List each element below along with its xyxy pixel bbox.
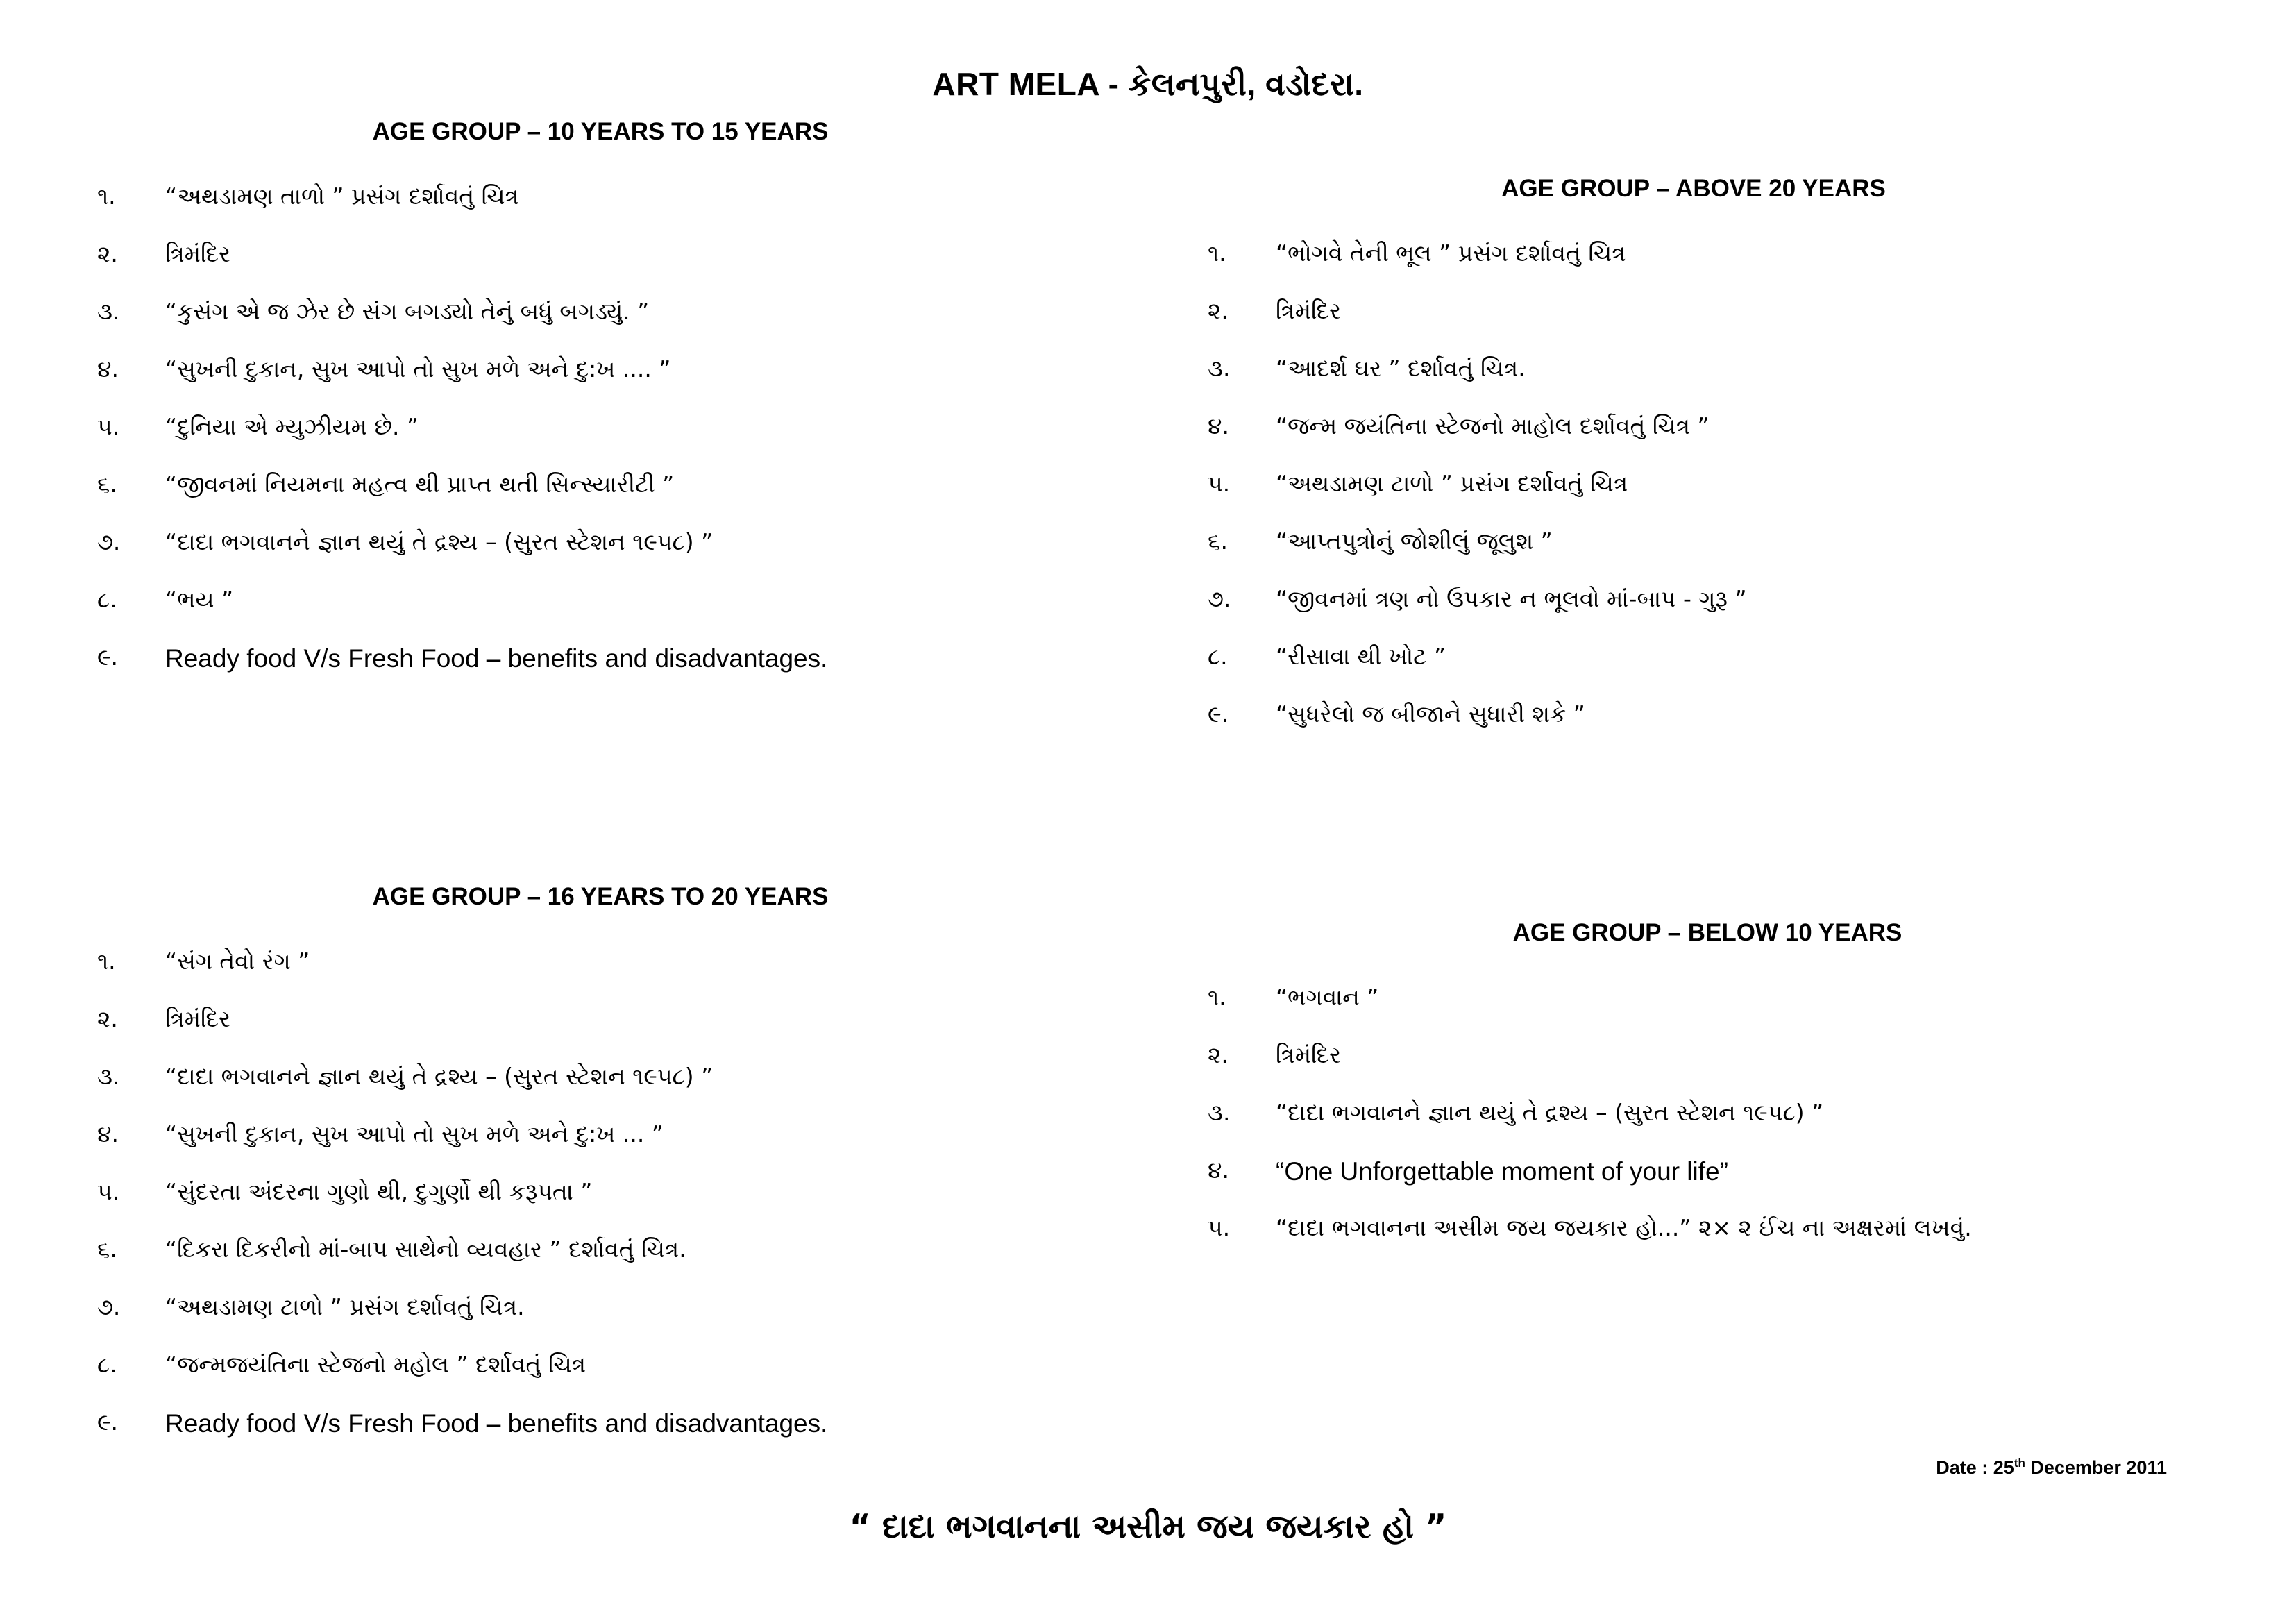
list-item (97, 1004, 1027, 1062)
item-text: “જીવનમાં નિયમના મહત્વ થી પ્રાપ્ત થતી સિન્સ્યારીટી ” (165, 471, 675, 498)
item-number: ૯. (97, 1408, 119, 1436)
item-text: Ready food V/s Fresh Food – benefits and disadvantages. (165, 644, 828, 673)
item-text: “અથડામણ તાળો ” પ્રસંગ દર્શાવતું ચિત્ર (165, 183, 519, 210)
list-item (1208, 585, 2179, 642)
date-prefix: Date : 25 (1936, 1457, 2014, 1478)
list-item (97, 470, 1027, 528)
list-item (97, 412, 1027, 470)
date-line (1936, 1456, 2167, 1479)
item-text: “દાદા ભગવાનને જ્ઞાન થયું તે દ્રશ્ય – (સુરત સ્ટેશન ૧૯૫૮) ” (1276, 1099, 1824, 1126)
list-item (97, 1350, 1027, 1408)
item-text: “સુંદરતા અંદરના ગુણો થી, દુગુર્ણો થી કરૂપતા ” (165, 1178, 593, 1205)
item-text: “ભય ” (165, 586, 234, 613)
item-number: ૩. (1208, 1099, 1231, 1126)
item-number: ૩. (1208, 355, 1231, 382)
section-list (97, 947, 1027, 1465)
list-item (1208, 412, 2179, 469)
item-text: ત્રિમંદિર (1276, 1041, 1342, 1068)
list-item (97, 1408, 1027, 1465)
list-item (97, 1062, 1027, 1120)
item-number: ૧. (1208, 984, 1226, 1011)
item-number: ૬. (97, 471, 117, 498)
item-text: ત્રિમંદિર (1276, 297, 1342, 324)
item-text: “જન્મજયંતિના સ્ટેજનો મહોલ ” દર્શાવતું ચિત્ર (165, 1351, 586, 1378)
item-text: “અથડામણ ટાળો ” પ્રસંગ દર્શાવતું ચિત્ર. (165, 1293, 525, 1320)
item-text: “ભોગવે તેની ભૂલ ” પ્રસંગ દર્શાવતું ચિત્ર (1276, 239, 1626, 267)
item-number: ૭. (97, 1293, 121, 1320)
item-text: “જીવનમાં ત્રણ નો ઉપકાર ન ભૂલવો માં-બાપ - ગુરૂ ” (1276, 585, 1747, 612)
list-item (97, 182, 1027, 239)
page-title: ART MELA - કેલનપુરી, વડોદરા. (932, 66, 1364, 102)
item-number: ૨. (1208, 1041, 1229, 1068)
item-number: ૭. (1208, 585, 1231, 612)
item-text: “અથડામણ ટાળો ” પ્રસંગ દર્શાવતું ચિત્ર (1276, 470, 1628, 497)
item-number: ૮. (97, 586, 117, 613)
item-number: ૧. (97, 948, 116, 975)
item-text: “દિકરા દિકરીનો માં-બાપ સાથેનો વ્યવહાર ” દર્શાવતું ચિત્ર. (165, 1236, 686, 1263)
item-text: “દાદા ભગવાનને જ્ઞાન થયું તે દ્રશ્ય – (સુરત સ્ટેશન ૧૯૫૮) ” (165, 528, 714, 555)
item-number: ૫. (97, 1178, 120, 1205)
item-text: ત્રિમંદિર (165, 240, 231, 267)
item-number: ૩. (97, 1063, 120, 1090)
list-item (1208, 1213, 2179, 1271)
item-text: ત્રિમંદિર (165, 1005, 231, 1032)
date-suffix: December 2011 (2025, 1457, 2167, 1478)
item-number: ૫. (97, 413, 120, 440)
list-item (97, 1177, 1027, 1235)
item-number: ૫. (1208, 470, 1231, 497)
item-number: ૨. (97, 240, 118, 267)
list-item (97, 355, 1027, 412)
item-number: ૩. (97, 298, 120, 325)
section-age-10-15 (97, 118, 1027, 700)
item-text: “દાદા ભગવાનના અસીમ જય જયકાર હો...” ૨× ૨ ઈંચ ના અક્ષરમાં લખવું. (1276, 1214, 1972, 1241)
item-number: ૪. (1208, 1157, 1229, 1184)
item-number: ૨. (1208, 297, 1229, 324)
item-number: ૬. (97, 1236, 117, 1263)
item-number: ૮. (97, 1351, 117, 1378)
list-item (97, 585, 1027, 643)
list-item (1208, 1156, 2179, 1213)
item-text: “સુખની દુકાન, સુખ આપો તો સુખ મળે અને દુ:ખ ... ” (165, 1120, 664, 1147)
item-text: “આદર્શ ઘર ” દર્શાવતું ચિત્ર. (1276, 355, 1526, 382)
item-text: “દુનિયા એ મ્યુઝીયમ છે. ” (165, 413, 419, 440)
list-item (97, 1120, 1027, 1177)
list-item (97, 947, 1027, 1004)
list-item (97, 643, 1027, 700)
list-item (97, 239, 1027, 297)
item-number: ૬. (1208, 528, 1228, 555)
list-item (1208, 469, 2179, 527)
item-number: ૪. (97, 1120, 119, 1147)
section-age-16-20 (97, 883, 1027, 1465)
section-age-above-20 (1208, 175, 2179, 757)
item-number: ૪. (97, 355, 119, 382)
section-heading: AGE GROUP – 16 YEARS TO 20 YEARS (372, 883, 829, 910)
item-text: “રીસાવા થી ખોટ ” (1276, 643, 1446, 670)
item-number: ૯. (97, 644, 119, 671)
item-number: ૭. (97, 528, 121, 555)
item-text: “કુસંગ એ જ ઝેર છે સંગ બગડ્યો તેનું બધું બગડ્યું. ” (165, 298, 650, 325)
item-text: “સંગ તેવો રંગ ” (165, 948, 310, 975)
item-number: ૪. (1208, 412, 1229, 439)
item-number: ૧. (1208, 239, 1226, 267)
list-item (1208, 1098, 2179, 1156)
item-number: ૯. (1208, 700, 1229, 728)
item-text: Ready food V/s Fresh Food – benefits and disadvantages. (165, 1409, 828, 1438)
section-list (97, 182, 1027, 700)
item-text: “જન્મ જયંતિના સ્ટેજનો માહોલ દર્શાવતું ચિત્ર ” (1276, 412, 1710, 439)
item-text: “ભગવાન ” (1276, 984, 1379, 1011)
list-item (1208, 296, 2179, 354)
list-item (97, 1293, 1027, 1350)
item-text: “સુખની દુકાન, સુખ આપો તો સુખ મળે અને દુ:ખ .... ” (165, 355, 671, 382)
list-item (1208, 642, 2179, 700)
list-item (1208, 700, 2179, 757)
section-heading: AGE GROUP – ABOVE 20 YEARS (1501, 175, 1886, 202)
section-age-below-10 (1208, 919, 2179, 1271)
list-item (1208, 527, 2179, 585)
item-number: ૮. (1208, 643, 1228, 670)
list-item (1208, 1041, 2179, 1098)
item-text: “દાદા ભગવાનને જ્ઞાન થયું તે દ્રશ્ય – (સુરત સ્ટેશન ૧૯૫૮) ” (165, 1063, 714, 1090)
list-item (1208, 983, 2179, 1041)
list-item (97, 528, 1027, 585)
section-heading: AGE GROUP – 10 YEARS TO 15 YEARS (372, 118, 829, 145)
list-item (1208, 354, 2179, 412)
list-item (1208, 239, 2179, 296)
list-item (97, 1235, 1027, 1293)
item-number: ૫. (1208, 1214, 1231, 1241)
list-item (97, 297, 1027, 355)
section-list (1208, 983, 2179, 1271)
footer-slogan: “ દાદા ભગવાનના અસીમ જય જયકાર હો ” (849, 1508, 1447, 1546)
item-number: ૧. (97, 183, 116, 210)
section-list (1208, 239, 2179, 757)
item-text: “સુધરેલો જ બીજાને સુધારી શકે ” (1276, 700, 1585, 728)
item-number: ૨. (97, 1005, 118, 1032)
item-text: “One Unforgettable moment of your life” (1276, 1157, 1728, 1186)
section-heading: AGE GROUP – BELOW 10 YEARS (1512, 919, 1902, 946)
date-superscript: th (2014, 1456, 2025, 1470)
item-text: “આપ્તપુત્રોનું જોશીલું જૂલુશ ” (1276, 528, 1553, 555)
